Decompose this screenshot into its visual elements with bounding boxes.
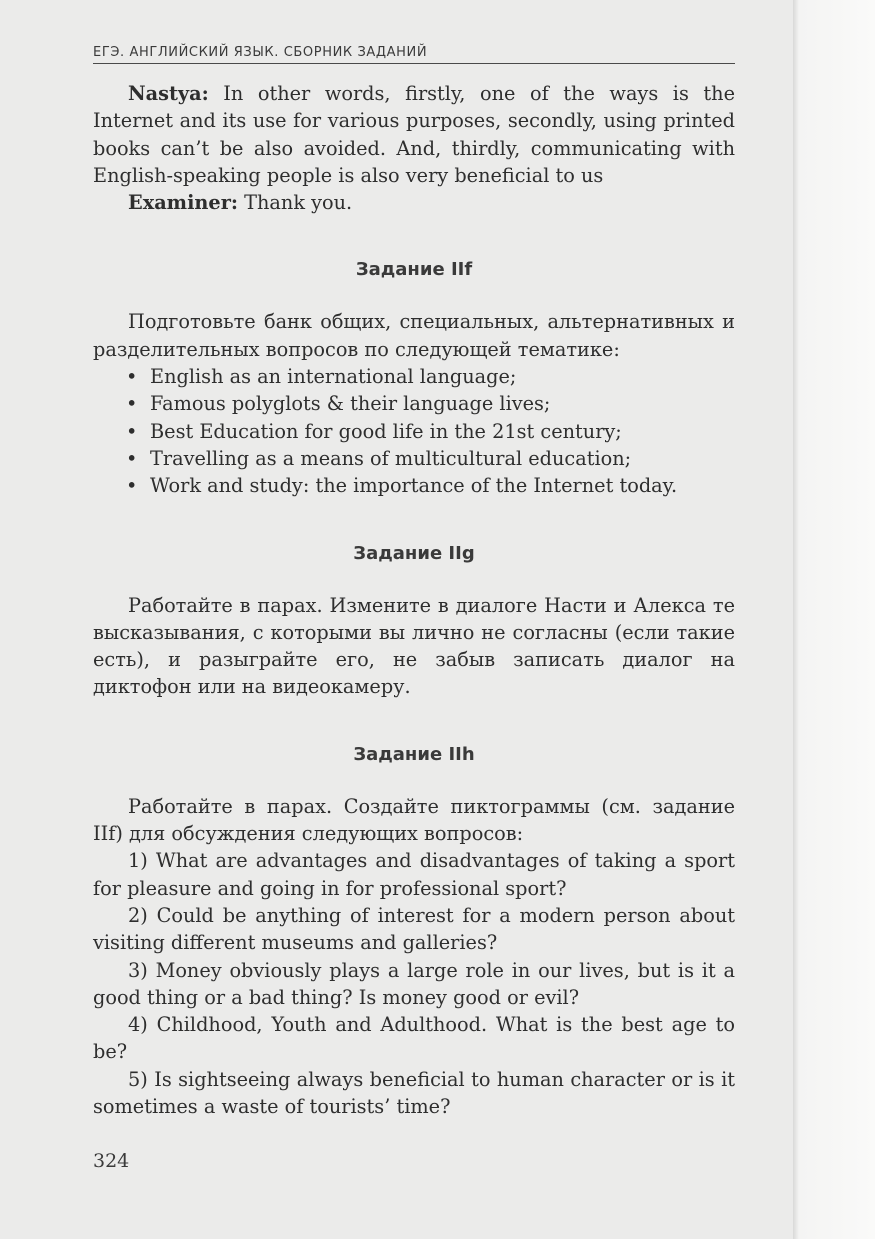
task-heading-f: Задание IIf — [355, 259, 473, 281]
bullet-icon: • — [126, 365, 138, 389]
bullet-icon: • — [126, 446, 138, 470]
task-heading-g: Задание IIg — [353, 542, 475, 564]
question-item: 5) Is sightseeing always beneficial to human character or is it sometimes a waste of tourists’ time? — [93, 1067, 735, 1119]
question-item: 1) What are advantages and disadvantages of taking a sport for pleasure and going in for professional sport? — [93, 849, 735, 900]
list-item-text: Travelling as a means of multicultural education; — [150, 446, 632, 470]
task-instruction-f: Подготовьте банк общих, специальных, альтернативных и разделительных вопросов по следующей тематике: — [93, 310, 735, 361]
dialogue-text: In other words, firstly, one of the ways is the Internet and its use for various purposes, secondly, using printed books can’t be also avoided. And, thirdly, communicating with English-speaking people is also very beneficial to us — [93, 82, 735, 187]
list-item — [93, 390, 735, 417]
question-item: 3) Money obviously plays a large role in our lives, but is it a good thing or a bad thing? Is money good or evil? — [93, 958, 735, 1009]
task-instruction-h: Работайте в парах. Создайте пиктограммы (см. задание IIf) для обсуждения следующих вопросов: — [93, 794, 735, 846]
list-item — [93, 445, 735, 472]
list-item-text: English as an international language; — [150, 365, 517, 389]
bullet-icon: • — [126, 419, 138, 443]
topic-list — [93, 363, 735, 499]
page-number: 324 — [93, 1150, 130, 1172]
dialogue-line-nastya — [93, 80, 735, 189]
speaker-name: Examiner: — [128, 191, 238, 215]
dialogue-line-examiner — [93, 189, 735, 216]
list-item-text: Famous polyglots & their language lives; — [150, 392, 551, 416]
question-item: 2) Could be anything of interest for a modern person about visiting different museums and galleries? — [93, 903, 735, 955]
list-item — [93, 472, 735, 499]
page-edge — [793, 0, 875, 1239]
list-item — [93, 418, 735, 445]
task-heading-h: Задание IIh — [353, 743, 475, 765]
question-item: 4) Childhood, Youth and Adulthood. What is the best age to be? — [93, 1013, 735, 1064]
list-item-text: Work and study: the importance of the Internet today. — [150, 474, 678, 498]
list-item — [93, 363, 735, 390]
dialogue-text: Thank you. — [244, 191, 353, 215]
running-header: ЕГЭ. АНГЛИЙСКИЙ ЯЗЫК. СБОРНИК ЗАДАНИЙ — [93, 45, 735, 64]
list-item-text: Best Education for good life in the 21st century; — [150, 419, 622, 443]
speaker-name: Nastya: — [128, 82, 209, 105]
bullet-icon: • — [126, 474, 138, 498]
page-content — [93, 80, 735, 1120]
task-instruction-g: Работайте в парах. Измените в диалоге Насти и Алекса те высказывания, с которыми вы лично не согласны (если такие есть), и разыграйте его, не забыв записать диалог на диктофон или на видеокамеру. — [93, 593, 735, 699]
bullet-icon: • — [126, 392, 138, 416]
